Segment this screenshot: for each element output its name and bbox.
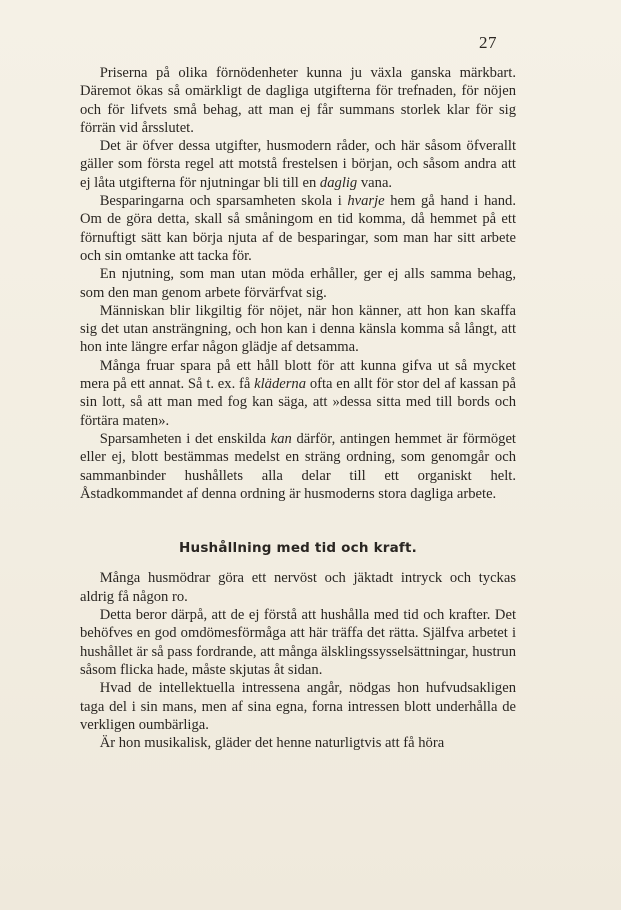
section-heading: Hushållning med tid och kraft.: [179, 540, 417, 557]
emphasis: kläderna: [254, 376, 307, 393]
text-run: Besparingarna och sparsamheten skola i: [99, 193, 348, 210]
text-run: därför, antingen hemmet är förmöget eller ej, blott bestämmas medelst en sträng ordning, som genomgår och sammanbinder hushållets alla delar till ett organiskt helt. Åstadkommandet af denna ordning är husmoderns stora dagliga arbete.: [80, 430, 516, 502]
paragraph: Priserna på olika förnödenheter kunna ju växla ganska märkbart. Däremot ökas så omärkligt de dagliga utgifterna för trefnaden, för nöjen och för lifvets små behag, att man ej får summans storlek klar för sig förrän vid årsslutet.: [80, 65, 516, 136]
paragraph: Är hon musikalisk, gläder det henne naturligtvis att få höra: [99, 735, 445, 752]
text-run: ofta en allt för stor del af kassan på sin lott, så att man med fog kan säga, att »dessa sitta med till bords och förtära maten».: [80, 376, 516, 429]
text-run: Det är öfver dessa utgifter, husmodern råder, och här såsom öfverallt gäller som första regel att motstå frestelsen i början, och såsom andra att ej låta utgifterna för njutningar bli till en: [80, 138, 516, 191]
page-body: [80, 64, 516, 752]
paragraph: Detta beror därpå, att de ej förstå att hushålla med tid och krafter. Det behöfves en god omdömesförmåga att här träffa det rätta. Själfva arbetet i hushållet är så pass fordrande, att många älsklingssysselsättningar, hustrun såsom flicka hade, måste skjutas åt sidan.: [80, 607, 516, 678]
paragraph: [80, 357, 516, 430]
paragraph: [80, 192, 516, 265]
paragraph: Hvad de intellektuella intressena angår, nödgas hon hufvudsakligen taga del i sin mans, men af sina egna, forna intressen blott underhålla de verkligen oumbärliga.: [80, 680, 516, 733]
emphasis: kan: [270, 430, 292, 447]
emphasis: daglig: [319, 174, 358, 191]
paragraph: [80, 430, 516, 503]
emphasis: hvarje: [347, 193, 385, 210]
text-run: Sparsamheten i det enskilda: [99, 430, 271, 447]
paragraph: [80, 137, 516, 192]
paragraph: En njutning, som man utan möda erhåller, ger ej alls samma behag, som den man genom arbete förvärfvat sig.: [80, 266, 516, 301]
text-run: vana.: [357, 174, 393, 191]
page-number: 27: [479, 33, 497, 52]
text-run: Många fruar spara på ett håll blott för att kunna gifva ut så mycket mera på ett annat. Så t. ex. få: [80, 357, 516, 393]
text-run: hem gå hand i hand. Om de göra detta, skall så småningom en tid komma, då hemmet på ett förnuftigt sätt kan börja njuta af de besparingar, som man har sitt arbete och sin omtanke att tacka för.: [80, 193, 516, 264]
paragraph: Många husmödrar göra ett nervöst och jäktadt intryck och tyckas aldrig få någon ro.: [80, 570, 516, 605]
paragraph: Människan blir likgiltig för nöjet, när hon känner, att hon kan skaffa sig det utan ansträngning, och hon kan i denna känsla komma så långt, att hon inte längre erfar någon glädje af detsamma.: [80, 302, 516, 356]
